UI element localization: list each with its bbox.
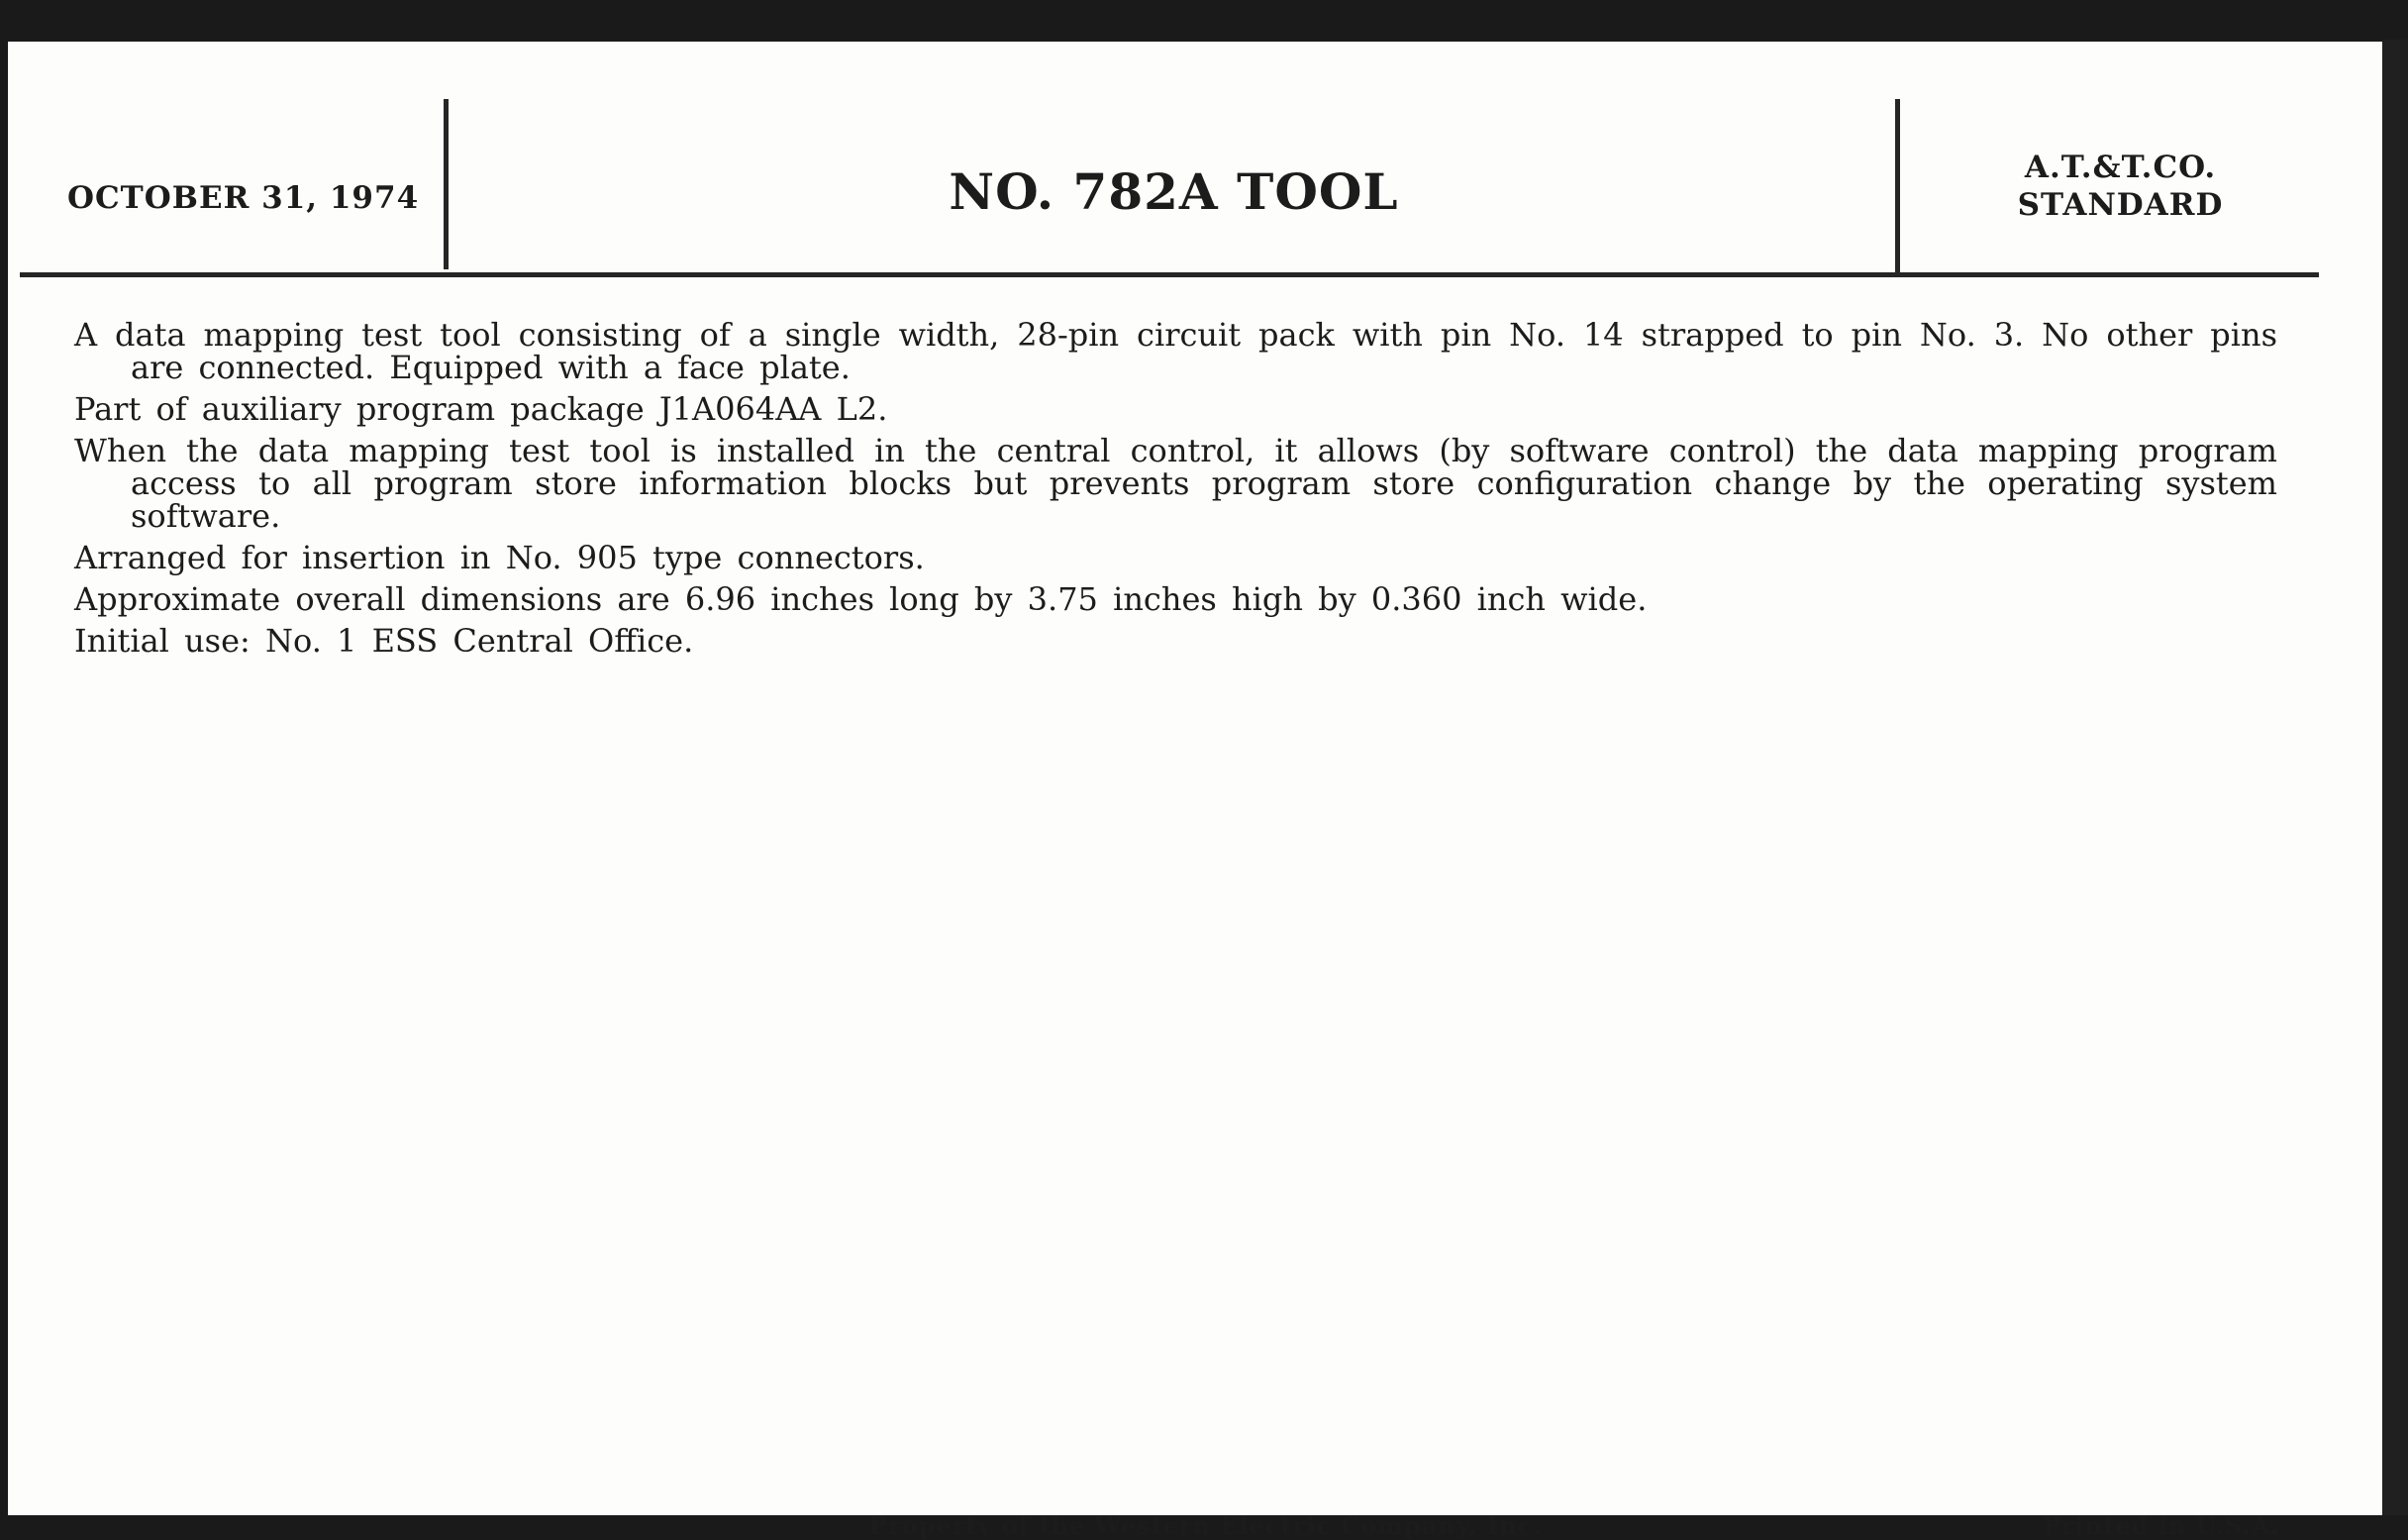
document-title: NO. 782A TOOL xyxy=(949,162,1399,221)
issue-date: OCTOBER 31, 1974 xyxy=(67,180,420,216)
description-paragraph: Approximate overall dimensions are 6.96 inches long by 3.75 inches high by 0.360 inch wide. xyxy=(74,580,1648,618)
description-paragraph: Initial use: No. 1 ESS Central Office. xyxy=(74,622,694,660)
ownership-notice: Property of the Western Electric Company, Inc. xyxy=(869,1511,1543,1540)
spec-card xyxy=(8,42,2382,1540)
header-rule xyxy=(20,272,2319,277)
print-origin: Printed in U.S.A. xyxy=(2043,1511,2280,1540)
scan-edge-shadow xyxy=(2382,40,2408,1515)
description-body xyxy=(74,316,2277,667)
standard-label-line2: STANDARD xyxy=(2017,187,2224,223)
description-paragraph: Part of auxiliary program package J1A064AA L2. xyxy=(74,390,888,428)
description-paragraph: Arranged for insertion in No. 905 type connectors. xyxy=(74,539,925,576)
standard-label-line1: A.T.&T.CO. xyxy=(2024,150,2217,185)
description-paragraph: A data mapping test tool consisting of a single width, 28-pin circuit pack with pin No. 14 strapped to pin No. 3. No other pins are connected. Equipped with a face plate. xyxy=(74,316,2277,386)
description-paragraph: When the data mapping test tool is installed in the central control, it allows (by software control) the data mapping program access to all program store information blocks but prevents program store configuration change by the operating system software. xyxy=(74,432,2277,535)
standard-label xyxy=(1900,149,2341,224)
